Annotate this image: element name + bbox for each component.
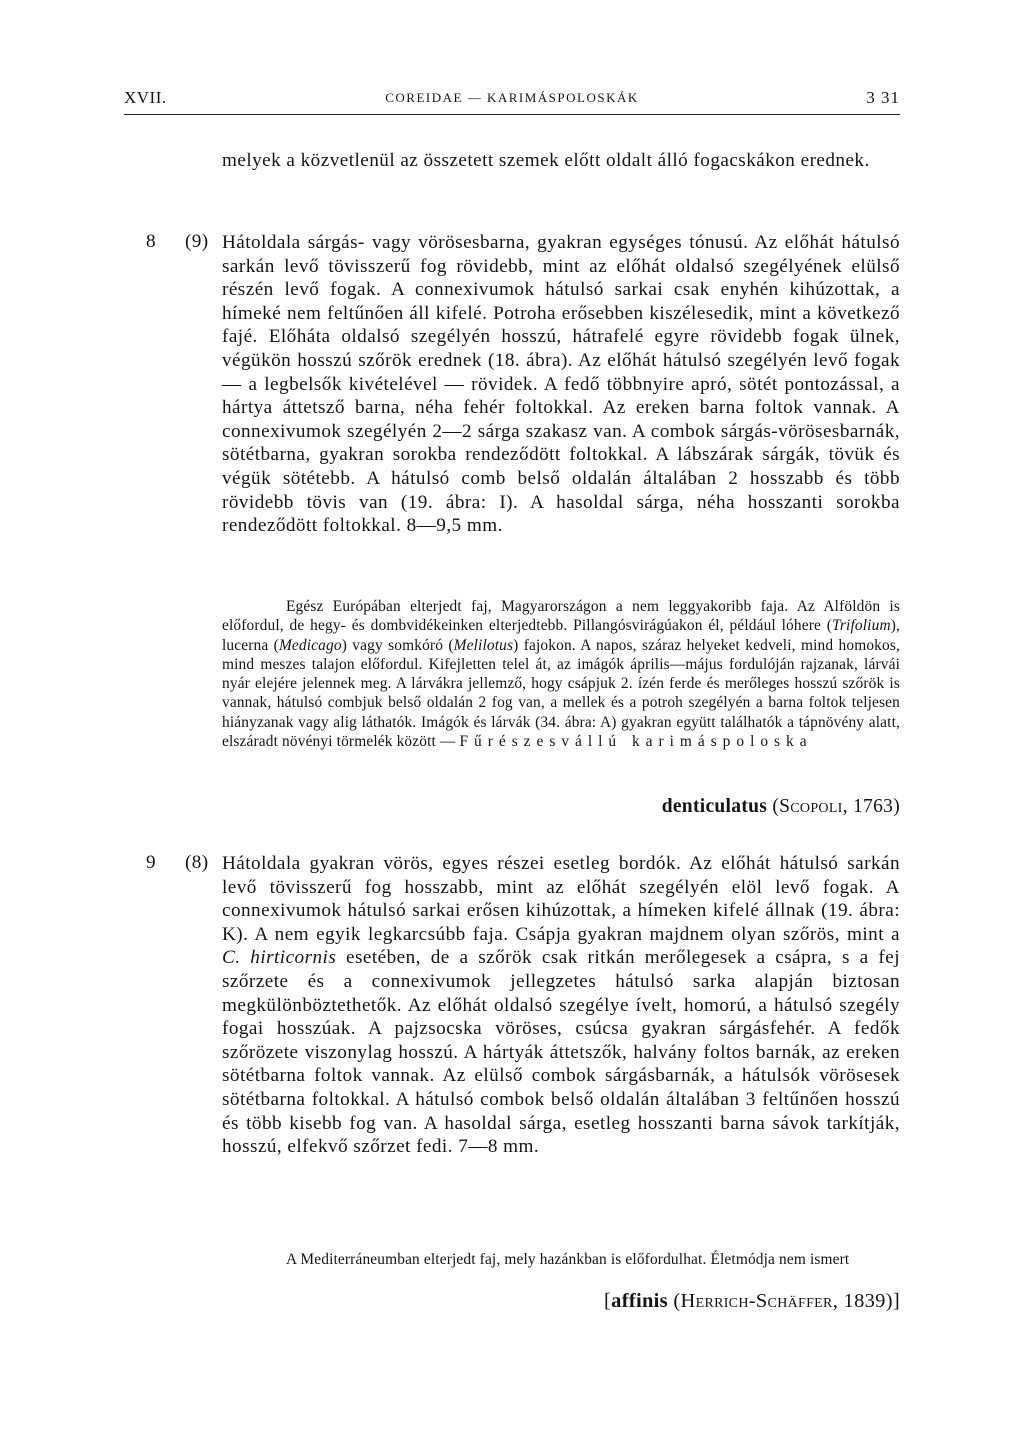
note-text-c: ) vagy somkóró (: [341, 636, 454, 654]
note-text-d: ) fajokon. A napos, száraz helyeket kedveli, mind homokos, mind meszes talajon előfordul. Kifejletten telel át, az imágók április—május fordulóján rajzanak, lárvái nyár elejére jelennek meg. A lárvákra jellemző, hogy csápjuk 2. ízén ferde és merőleges hosszú szőrök is vannak, hátulsó combjuk belső oldalán 2 fog van, a mellek és a potroh szegélyén a barna foltok teljesen hiányzanak vagy alig láthatók. Imágók és lárvák (34. ábra: A) gyakran együtt találhatók a tápnövény alatt, elszáradt növényi törmelék között —: [222, 636, 901, 751]
key-description-9: [222, 852, 900, 1159]
note-text-b: ), lucerna (: [222, 617, 900, 654]
species-name: denticulatus: [661, 796, 768, 817]
author-name: Herrich-Schäffer: [680, 1290, 833, 1312]
author-name: Scopoli: [779, 796, 843, 817]
author-open: (: [772, 796, 780, 817]
species-hirticornis: C. hirticornis: [222, 947, 337, 969]
author-year: , 1839)]: [832, 1290, 900, 1312]
note-text-a: Egész Európában elterjedt faj, Magyarországon a nem leggyakoribb faja. Az Alföldön is előfordul, de hegy- és dombvidékeinken elterjedtebb. Pillangósvirágúakon él, például lóhere (: [222, 598, 900, 635]
genus-trifolium: Trifolium: [832, 617, 891, 635]
chapter-number: XVII.: [124, 88, 167, 107]
distribution-note-9: [222, 1250, 900, 1269]
genus-melilotus: Melilotus: [453, 636, 514, 654]
key-description-8: Hátoldala sárgás- vagy vörösesbarna, gyakran egységes tónusú. Az előhát hátulsó sarkán levő tövisszerű fog rövidebb, mint az előhát oldalsó szegélyének elülső részén levő fogak. A connexivumok hátulsó sarkai csak enyhén kihúzottak, a hímeké nem feltűnően áll kifelé. Potroha erősebben kiszélesedik, mint a következő fajé. Előháta oldalsó szegélyén hosszú, hátrafelé egyre rövidebb fogak ülnek, végükön hosszú szőrök erednek (18. ábra). Az előhát hátulsó szegélyén levő fogak — a legbelsők kivételével — rövidek. A fedő többnyire apró, sötét pontozással, a hártya áttetsző barna, néha fehér foltokkal. Az ereken barna foltok vannak. A connexivumok szegélyén 2—2 sárga szakasz van. A combok sárgás-vörösesbarnák, sötétbarna, gyakran sorokba rendeződött foltokkal. A lábszárak sárgák, tövük és végük sötétebb. A hátulsó comb belső oldalán általában 2 hosszabb és több rövidebb tövis van (19. ábra: I). A hasoldal sárga, néha hosszanti sorokba rendeződött foltokkal. 8—9,5 mm.: [222, 232, 900, 537]
page-number: 3 31: [866, 88, 900, 107]
genus-medicago: Medicago: [278, 636, 342, 654]
running-title: COREIDAE — KARIMÁSPOLOSKÁK: [385, 90, 639, 105]
key-number-9: 9: [146, 852, 156, 873]
species-line-denticulatus: [662, 796, 900, 818]
author-open: (: [667, 1290, 681, 1312]
bracket-open: [: [604, 1290, 612, 1312]
author-year: , 1763): [842, 796, 900, 817]
desc-text-b: esetében, de a szőrök csak ritkán merőlegesek a csápra, s a fej szőrzete és a connexivumok jellegzetes hátulsó sarka alapján biztosan megkülönböztethetők. Az előhát oldalsó szegélye ívelt, homorú, a hátulsó szegély fogai hosszúak. A pajzsocska vöröses, csúcsa gyakran sárgásfehér. A fedők szőrözete viszonylag hosszú. A hártyák áttetszők, halvány foltos barnák, az ereken sötétbarna foltok vannak. Az elülső combok sárgásbarnák, a hátulsók vörösesek sötétbarna foltokkal. A hátulsó combok belső oldalán általában 3 feltűnően hosszú és több kisebb fog van. A hasoldal sárga, esetleg hosszanti barna sávok tarkítják, hosszú, elfekvő szőrzet fedi. 7—8 mm.: [222, 947, 900, 1158]
species-name: affinis: [611, 1290, 668, 1312]
common-name: Fűrészesvállú karimáspoloska: [459, 733, 813, 751]
intro-continuation: melyek a közvetlenül az összetett szemek előtt oldalt álló fogacskákon erednek.: [222, 150, 870, 171]
key-ref-8: (9): [185, 231, 209, 252]
species-line-affinis: [604, 1290, 900, 1313]
header-rule: [124, 114, 900, 115]
key-ref-9: (8): [185, 852, 209, 873]
key-number-8: 8: [146, 231, 156, 252]
distribution-note-8: [222, 597, 900, 751]
desc-text-a: Hátoldala gyakran vörös, egyes részei esetleg bordók. Az előhát hátulsó sarkán levő tövisszerű fog hosszabb, mint az előhát szegélyén elöl levő fogak. A connexivumok hátulsó sarkai erősen kihúzottak, a hímeken kifelé állnak (19. ábra: K). A nem egyik legkarcsúbb faja. Csápja gyakran majdnem olyan szőrös, mint a: [222, 853, 900, 945]
note-text: A Mediterráneumban elterjedt faj, mely hazánkban is előfordulhat. Életmódja nem ismert: [286, 1251, 850, 1268]
page-header: [124, 88, 900, 118]
